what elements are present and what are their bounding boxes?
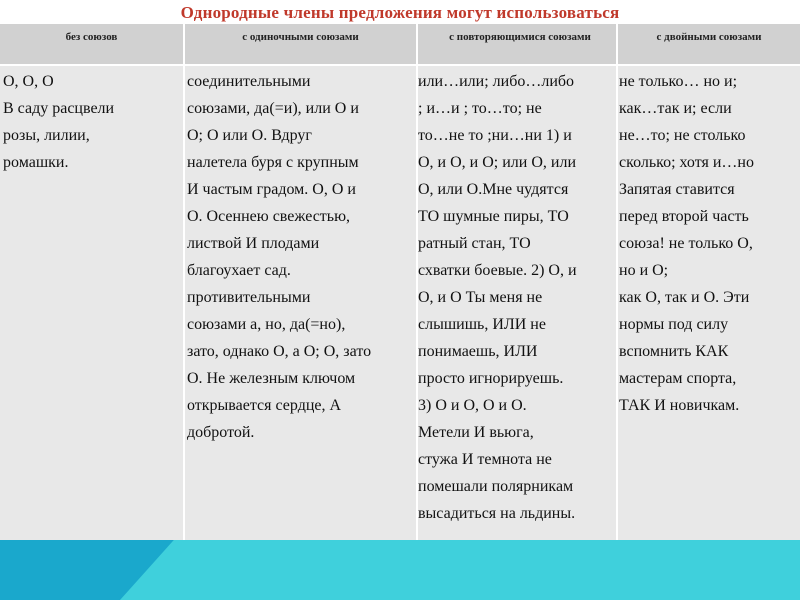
text-line: О. Не железным ключом: [187, 370, 356, 387]
text-line: просто игнорируешь.: [418, 370, 564, 387]
text-line: мастерам спорта,: [619, 370, 737, 387]
column-repeated-conjunctions: [418, 68, 577, 527]
text-line: нормы под силу: [619, 316, 729, 333]
text-line: зато, однако О, а О; О, зато: [187, 343, 372, 360]
text-line: Запятая ставится: [619, 181, 735, 198]
header-single-conjunctions: с одиночными союзами: [242, 31, 359, 43]
text-line: розы, лилии,: [3, 127, 90, 144]
text-line: ТО шумные пиры, ТО: [418, 208, 569, 225]
row-divider: [0, 64, 800, 66]
header-double-conjunctions: с двойными союзами: [656, 31, 762, 43]
text-line: налетела буря с крупным: [187, 154, 359, 171]
text-line: не только… но и;: [619, 73, 738, 90]
text-line: союзами, да(=и), или О и: [187, 100, 359, 117]
header-no-conjunctions: без союзов: [65, 31, 118, 43]
text-line: добротой.: [187, 424, 255, 441]
text-line: вспомнить КАК: [619, 343, 729, 360]
text-line: О, и О, и О; или О, или: [418, 154, 577, 171]
text-line: высадиться на льдины.: [418, 505, 576, 522]
text-line: ; и…и ; то…то; не: [418, 100, 542, 117]
text-line: ромашки.: [3, 154, 69, 171]
text-line: О, и О Ты меня не: [418, 289, 543, 306]
text-line: сколько; хотя и…но: [619, 154, 754, 171]
text-line: Метели И вьюга,: [418, 424, 534, 441]
text-line: или…или; либо…либо: [418, 73, 575, 90]
column-double-conjunctions: [619, 68, 754, 419]
text-line: стужа И темнота не: [418, 451, 552, 468]
text-line: О, О, О: [3, 73, 54, 90]
text-line: но и О;: [619, 262, 669, 279]
column-divider: [183, 24, 185, 540]
text-line: соединительными: [187, 73, 311, 90]
text-line: ратный стан, ТО: [418, 235, 531, 252]
text-line: перед второй часть: [619, 208, 749, 225]
text-line: И частым градом. О, О и: [187, 181, 356, 198]
text-line: слышишь, ИЛИ не: [418, 316, 546, 333]
text-line: как…так и; если: [619, 100, 732, 117]
text-line: О. Осеннею свежестью,: [187, 208, 351, 225]
column-divider: [616, 24, 618, 540]
text-line: О, или О.Мне чудятся: [418, 181, 569, 198]
column-no-conjunctions: [3, 68, 114, 176]
text-line: союза! не только О,: [619, 235, 753, 252]
text-line: листвой И плодами: [187, 235, 320, 252]
text-line: противительными: [187, 289, 311, 306]
comparison-table: [0, 24, 800, 540]
text-line: В саду расцвели: [3, 100, 115, 117]
text-line: открывается сердце, А: [187, 397, 342, 414]
text-line: союзами а, но, да(=но),: [187, 316, 346, 333]
text-line: как О, так и О. Эти: [619, 289, 750, 306]
text-line: понимаешь, ИЛИ: [418, 343, 538, 360]
text-line: помешали полярникам: [418, 478, 574, 495]
column-single-conjunctions: [187, 68, 371, 446]
text-line: благоухает сад.: [187, 262, 291, 279]
text-line: то…не то ;ни…ни 1) и: [418, 127, 572, 144]
text-line: не…то; не столько: [619, 127, 746, 144]
header-repeated-conjunctions: с повторяющимися союзами: [449, 31, 591, 43]
text-line: 3) О и О, О и О.: [418, 397, 527, 414]
text-line: схватки боевые. 2) О, и: [418, 262, 577, 279]
text-line: ТАК И новичкам.: [619, 397, 740, 414]
slide-title: Однородные члены предложения могут использоваться: [180, 3, 620, 22]
text-line: О; О или О. Вдруг: [187, 127, 312, 144]
